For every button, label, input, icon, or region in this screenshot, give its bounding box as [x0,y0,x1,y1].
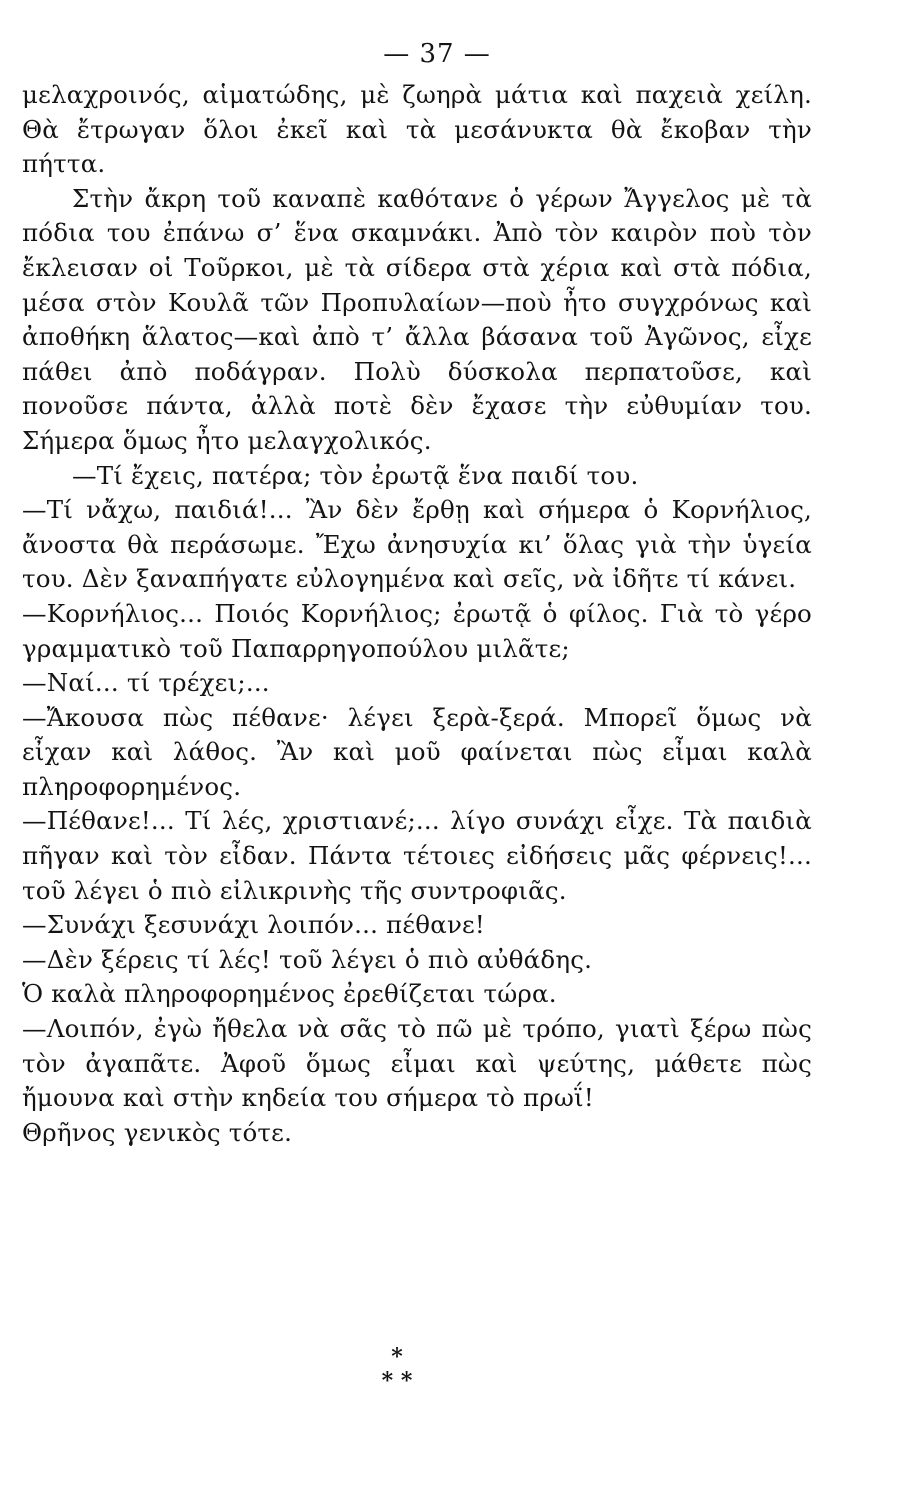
asterism-ornament [377,1345,417,1393]
body-text [22,78,812,1150]
dialogue-line: —Πέθανε!... Τί λές, χριστιανέ;... λίγο συνάχι εἶχε. Τὰ παιδιὰ πῆγαν καὶ τὸν εἶδαν. Πάντα τέτοιες εἰδήσεις μᾶς φέρνεις!... τοῦ λέγει ὁ πιὸ εἰλικρινὴς τῆς συντροφιᾶς. [22,806,812,905]
page-number-header: — 37 — [383,39,491,69]
asterism-top: * [391,1344,403,1370]
dialogue-line: —Ἄκουσα πὼς πέθανε· λέγει ξερὰ-ξερά. Μπορεῖ ὅμως νὰ εἶχαν καὶ λάθος. Ἂν καὶ μοῦ φαίνεται πὼς εἶμαι καλὰ πληροφορημένος. [22,702,812,801]
paragraph: μελαχροινός, αἱματώδης, μὲ ζωηρὰ μάτια καὶ παχειὰ χείλη. Θὰ ἔτρωγαν ὅλοι ἐκεῖ καὶ τὰ μεσάνυκτα θὰ ἔκοβαν τὴν πήττα. [22,80,812,179]
dialogue-line: —Δὲν ξέρεις τί λές! τοῦ λέγει ὁ πιὸ αὐθάδης. [22,944,593,974]
dialogue-line: —Κορνήλιος... Ποιός Κορνήλιος; ἐρωτᾷ ὁ φίλος. Γιὰ τὸ γέρο γραμματικὸ τοῦ Παπαρρηγοπούλου μιλᾶτε; [22,598,812,663]
dialogue-line: —Τί ἔχεις, πατέρα; τὸν ἐρωτᾷ ἕνα παιδί του. [72,460,639,490]
dialogue-line: —Ναί... τί τρέχει;... [22,668,270,698]
book-page [22,30,812,1150]
narration-line: Ὁ καλὰ πληροφορημένος ἐρεθίζεται τώρα. [22,979,557,1009]
dialogue-line: —Συνάχι ξεσυνάχι λοιπόν... πέθανε! [22,910,485,940]
paragraph: Στὴν ἄκρη τοῦ καναπὲ καθότανε ὁ γέρων Ἄγγελος μὲ τὰ πόδια του ἐπάνω σ’ ἕνα σκαμνάκι. Ἀπὸ τὸν καιρὸν ποὺ τὸν ἔκλεισαν οἱ Τοῦρκοι, μὲ τὰ σίδερα στὰ χέρια καὶ στὰ πόδια, μέσα στὸν Κουλᾶ τῶν Προπυλαίων—ποὺ ἦτο συγχρόνως καὶ ἀποθήκη ἅλατος—καὶ ἀπὸ τ’ ἄλλα βάσανα τοῦ Ἀγῶνος, εἶχε πάθει ἀπὸ ποδάγραν. Πολὺ δύσκολα περπατοῦσε, καὶ πονοῦσε πάντα, ἀλλὰ ποτὲ δὲν ἔχασε τὴν εὐθυμίαν του. Σήμερα ὅμως ἦτο μελαγχολικός. [22,183,812,455]
asterism-bottom: * * [381,1368,413,1394]
dialogue-line: —Λοιπόν, ἐγὼ ἤθελα νὰ σᾶς τὸ πῶ μὲ τρόπο, γιατὶ ξέρω πὼς τὸν ἀγαπᾶτε. Ἀφοῦ ὅμως εἶμαι καὶ ψεύτης, μάθετε πὼς ἤμουνα καὶ στὴν κηδεία του σήμερα τὸ πρωΐ! [22,1014,812,1113]
dialogue-line: —Τί νἄχω, παιδιά!... Ἂν δὲν ἔρθῃ καὶ σήμερα ὁ Κορνήλιος, ἄνοστα θὰ περάσωμε. Ἔχω ἀνησυχία κι’ ὅλας γιὰ τὴν ὑγεία του. Δὲν ξαναπήγατε εὐλογημένα καὶ σεῖς, νὰ ἰδῆτε τί κάνει. [22,495,812,594]
narration-line: Θρῆνος γενικὸς τότε. [22,1117,293,1147]
